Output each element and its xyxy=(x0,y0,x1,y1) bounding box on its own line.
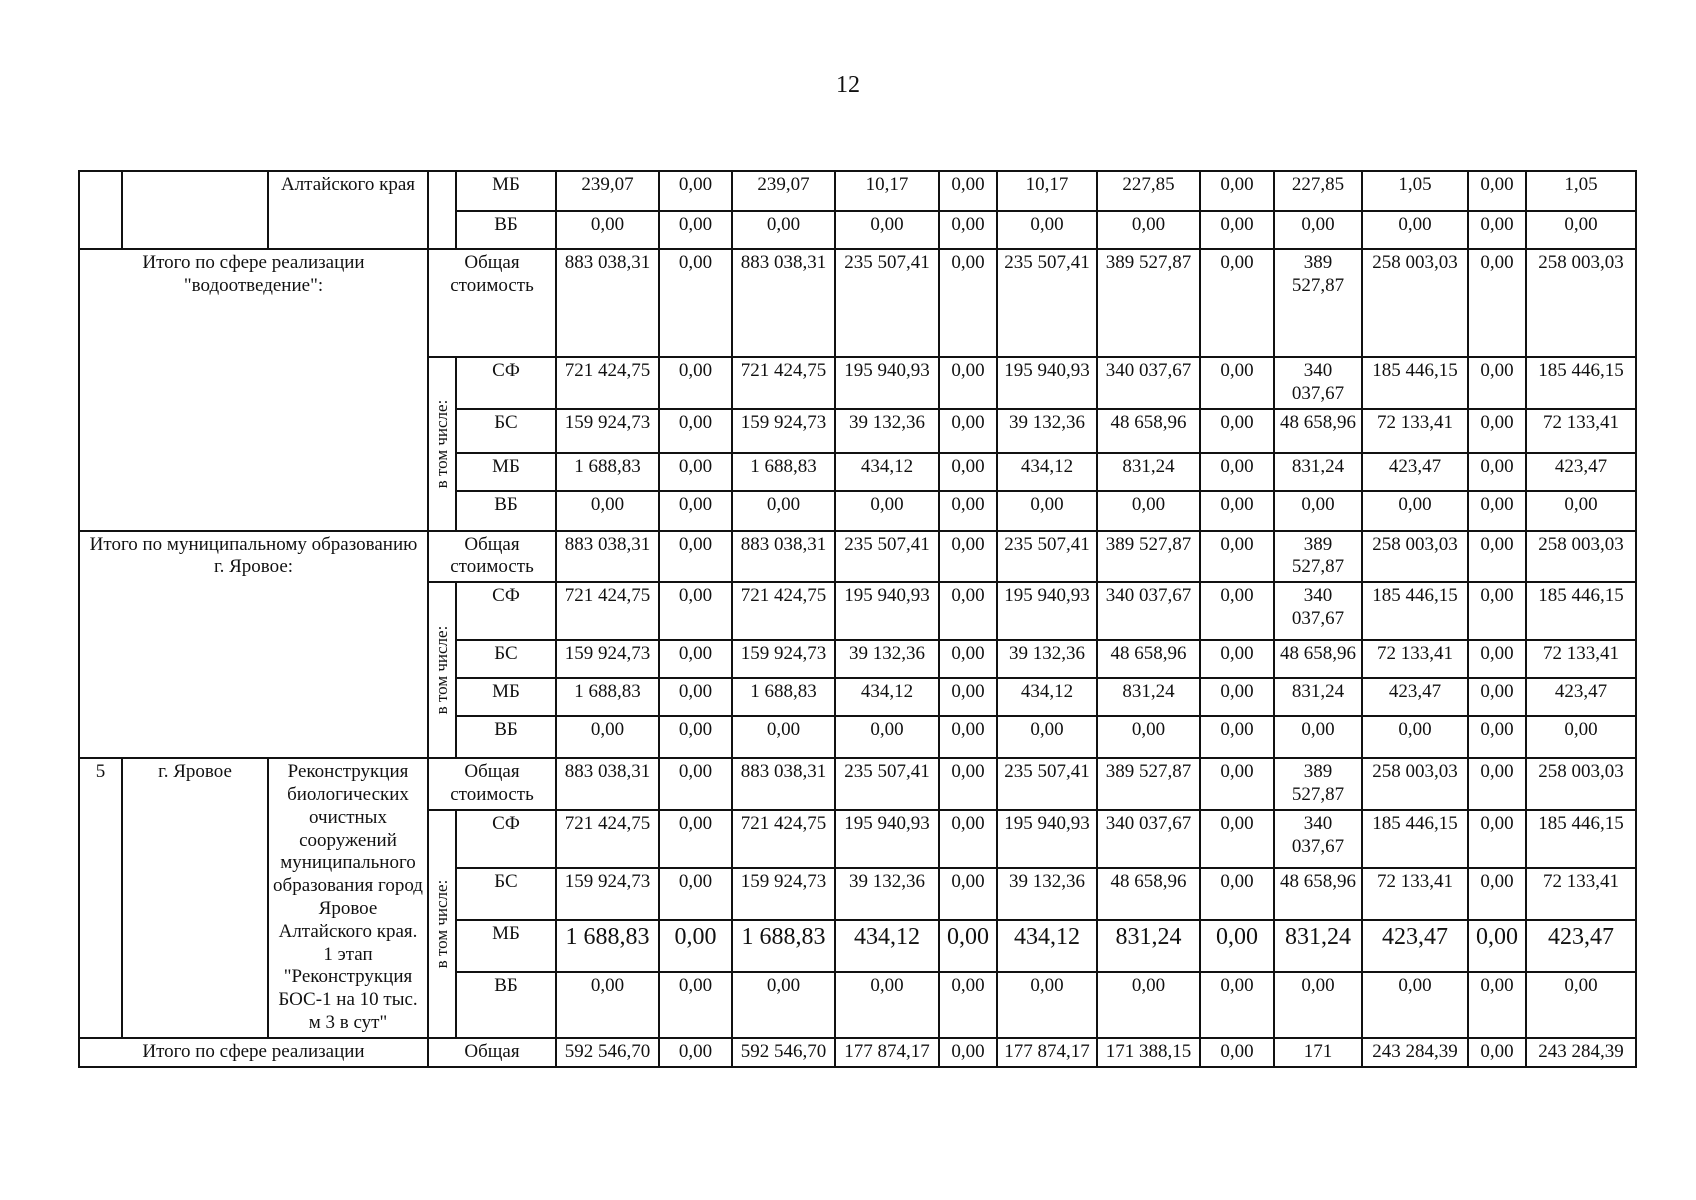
value-cell: 159 924,73 xyxy=(732,409,835,453)
value-cell: 0,00 xyxy=(939,640,997,678)
value-cell: 10,17 xyxy=(835,171,939,211)
value-cell: 434,12 xyxy=(997,678,1097,716)
value-cell: 0,00 xyxy=(659,758,732,810)
value-cell: 48 658,96 xyxy=(1097,640,1200,678)
value-cell: 0,00 xyxy=(1274,211,1362,249)
value-cell: 0,00 xyxy=(1097,716,1200,758)
value-cell: 0,00 xyxy=(556,716,659,758)
value-cell: 171 388,15 xyxy=(1097,1038,1200,1067)
value-cell: 0,00 xyxy=(1200,640,1274,678)
value-cell: 0,00 xyxy=(997,716,1097,758)
value-cell: 0,00 xyxy=(659,171,732,211)
value-cell: 0,00 xyxy=(732,491,835,531)
value-cell: 423,47 xyxy=(1362,453,1468,491)
value-cell: 0,00 xyxy=(1362,491,1468,531)
value-cell: 0,00 xyxy=(939,453,997,491)
source-label: Общая стоимость xyxy=(428,758,556,810)
value-cell: 48 658,96 xyxy=(1274,868,1362,920)
value-cell: 1 688,83 xyxy=(732,678,835,716)
value-cell: 48 658,96 xyxy=(1274,640,1362,678)
value-cell: 185 446,15 xyxy=(1362,357,1468,409)
value-cell: 227,85 xyxy=(1097,171,1200,211)
value-cell: 721 424,75 xyxy=(732,582,835,640)
value-cell: 0,00 xyxy=(1200,678,1274,716)
value-cell: 0,00 xyxy=(1468,716,1526,758)
value-cell: 0,00 xyxy=(1200,531,1274,583)
value-cell: 10,17 xyxy=(997,171,1097,211)
table-row xyxy=(79,1038,1636,1067)
value-cell: 235 507,41 xyxy=(835,249,939,357)
value-cell: 239,07 xyxy=(556,171,659,211)
value-cell: 0,00 xyxy=(1200,972,1274,1038)
value-cell: 831,24 xyxy=(1274,920,1362,972)
value-cell: 340 037,67 xyxy=(1097,582,1200,640)
value-cell: 883 038,31 xyxy=(732,249,835,357)
value-cell: 0,00 xyxy=(939,810,997,868)
value-cell: 0,00 xyxy=(939,678,997,716)
source-label: БС xyxy=(456,640,556,678)
value-cell: 1 688,83 xyxy=(556,453,659,491)
value-cell: 39 132,36 xyxy=(997,409,1097,453)
value-cell: 0,00 xyxy=(939,491,997,531)
desc-cell: Алтайского края xyxy=(268,171,428,249)
value-cell: 195 940,93 xyxy=(997,582,1097,640)
value-cell: 0,00 xyxy=(1200,211,1274,249)
value-cell: 39 132,36 xyxy=(835,868,939,920)
value-cell: 0,00 xyxy=(1200,171,1274,211)
value-cell: 235 507,41 xyxy=(997,758,1097,810)
value-cell: 0,00 xyxy=(939,211,997,249)
value-cell: 0,00 xyxy=(1200,453,1274,491)
value-cell: 177 874,17 xyxy=(997,1038,1097,1067)
value-cell: 0,00 xyxy=(1200,357,1274,409)
value-cell: 0,00 xyxy=(1468,409,1526,453)
value-cell: 243 284,39 xyxy=(1362,1038,1468,1067)
value-cell: 0,00 xyxy=(659,972,732,1038)
value-cell: 185 446,15 xyxy=(1526,357,1636,409)
value-cell: 0,00 xyxy=(732,211,835,249)
value-cell: 831,24 xyxy=(1097,453,1200,491)
value-cell: 0,00 xyxy=(1468,357,1526,409)
value-cell: 72 133,41 xyxy=(1362,409,1468,453)
value-cell: 883 038,31 xyxy=(556,249,659,357)
vtom-chisle-label: в том числе: xyxy=(431,399,451,489)
value-cell: 195 940,93 xyxy=(835,810,939,868)
value-cell: 434,12 xyxy=(835,453,939,491)
value-cell: 831,24 xyxy=(1097,920,1200,972)
summary-label: Итого по муниципальному образованию г. Яровое: xyxy=(79,531,428,759)
source-label: МБ xyxy=(456,920,556,972)
value-cell: 0,00 xyxy=(659,810,732,868)
desc-cell: Реконструкция биологических очистных сооружений муниципального образования город Яровое Алтайского края. 1 этап "Реконструкция БОС-1 на 10 тыс. м 3 в сут" xyxy=(268,758,428,1038)
value-cell: 258 003,03 xyxy=(1526,249,1636,357)
value-cell: 0,00 xyxy=(835,716,939,758)
value-cell: 159 924,73 xyxy=(732,868,835,920)
value-cell: 0,00 xyxy=(556,211,659,249)
source-label: СФ xyxy=(456,357,556,409)
source-label: ВБ xyxy=(456,211,556,249)
budget-table xyxy=(78,170,1637,1068)
value-cell: 0,00 xyxy=(1468,171,1526,211)
value-cell: 195 940,93 xyxy=(835,582,939,640)
table-row xyxy=(79,249,1636,357)
value-cell: 0,00 xyxy=(835,972,939,1038)
value-cell: 159 924,73 xyxy=(556,640,659,678)
value-cell: 72 133,41 xyxy=(1526,640,1636,678)
value-cell: 340 037,67 xyxy=(1274,582,1362,640)
value-cell: 0,00 xyxy=(997,211,1097,249)
value-cell: 0,00 xyxy=(732,716,835,758)
summary-label: Итого по сфере реализации xyxy=(79,1038,428,1067)
value-cell: 0,00 xyxy=(732,972,835,1038)
value-cell: 48 658,96 xyxy=(1097,409,1200,453)
value-cell: 0,00 xyxy=(659,357,732,409)
city-cell: г. Яровое xyxy=(122,758,268,1038)
table-row xyxy=(79,531,1636,583)
value-cell: 0,00 xyxy=(659,678,732,716)
value-cell: 0,00 xyxy=(1274,491,1362,531)
value-cell: 883 038,31 xyxy=(732,758,835,810)
value-cell: 0,00 xyxy=(1362,972,1468,1038)
value-cell: 721 424,75 xyxy=(732,357,835,409)
value-cell: 0,00 xyxy=(659,249,732,357)
value-cell: 0,00 xyxy=(1200,758,1274,810)
value-cell: 0,00 xyxy=(835,211,939,249)
value-cell: 0,00 xyxy=(1274,716,1362,758)
value-cell: 0,00 xyxy=(1200,1038,1274,1067)
value-cell: 389 527,87 xyxy=(1274,758,1362,810)
source-label: МБ xyxy=(456,453,556,491)
value-cell: 0,00 xyxy=(659,409,732,453)
value-cell: 831,24 xyxy=(1274,678,1362,716)
value-cell: 0,00 xyxy=(1468,531,1526,583)
value-cell: 721 424,75 xyxy=(556,810,659,868)
value-cell: 0,00 xyxy=(556,491,659,531)
value-cell: 0,00 xyxy=(1468,972,1526,1038)
value-cell: 0,00 xyxy=(1200,249,1274,357)
value-cell: 434,12 xyxy=(835,920,939,972)
value-cell: 0,00 xyxy=(1468,453,1526,491)
value-cell: 39 132,36 xyxy=(997,868,1097,920)
value-cell: 0,00 xyxy=(1200,409,1274,453)
value-cell: 423,47 xyxy=(1526,678,1636,716)
value-cell: 0,00 xyxy=(1468,211,1526,249)
value-cell: 0,00 xyxy=(939,716,997,758)
value-cell: 423,47 xyxy=(1362,678,1468,716)
value-cell: 0,00 xyxy=(1200,716,1274,758)
vtom-chisle-cell xyxy=(428,357,456,531)
value-cell: 195 940,93 xyxy=(997,810,1097,868)
value-cell: 423,47 xyxy=(1362,920,1468,972)
value-cell: 0,00 xyxy=(659,582,732,640)
spacer-cell xyxy=(428,171,456,249)
source-label: МБ xyxy=(456,678,556,716)
value-cell: 195 940,93 xyxy=(835,357,939,409)
value-cell: 0,00 xyxy=(939,357,997,409)
value-cell: 0,00 xyxy=(997,491,1097,531)
value-cell: 0,00 xyxy=(939,582,997,640)
value-cell: 0,00 xyxy=(659,531,732,583)
value-cell: 258 003,03 xyxy=(1526,531,1636,583)
value-cell: 185 446,15 xyxy=(1526,810,1636,868)
summary-label: Итого по сфере реализации "водоотведение": xyxy=(79,249,428,531)
value-cell: 423,47 xyxy=(1526,453,1636,491)
value-cell: 48 658,96 xyxy=(1097,868,1200,920)
value-cell: 0,00 xyxy=(659,640,732,678)
value-cell: 883 038,31 xyxy=(556,531,659,583)
source-label: ВБ xyxy=(456,491,556,531)
value-cell: 177 874,17 xyxy=(835,1038,939,1067)
value-cell: 0,00 xyxy=(659,211,732,249)
value-cell: 1 688,83 xyxy=(732,920,835,972)
vtom-chisle-cell xyxy=(428,810,456,1038)
value-cell: 235 507,41 xyxy=(835,531,939,583)
value-cell: 0,00 xyxy=(659,1038,732,1067)
value-cell: 258 003,03 xyxy=(1362,531,1468,583)
value-cell: 39 132,36 xyxy=(835,640,939,678)
value-cell: 0,00 xyxy=(1362,716,1468,758)
value-cell: 235 507,41 xyxy=(997,531,1097,583)
value-cell: 0,00 xyxy=(939,868,997,920)
num-cell: 5 xyxy=(79,758,122,1038)
value-cell: 0,00 xyxy=(1468,758,1526,810)
value-cell: 0,00 xyxy=(1097,972,1200,1038)
value-cell: 0,00 xyxy=(1526,491,1636,531)
value-cell: 0,00 xyxy=(1468,1038,1526,1067)
source-label: БС xyxy=(456,868,556,920)
value-cell: 0,00 xyxy=(1362,211,1468,249)
page-number: 12 xyxy=(836,72,860,98)
value-cell: 0,00 xyxy=(1200,920,1274,972)
value-cell: 883 038,31 xyxy=(556,758,659,810)
table-row xyxy=(79,171,1636,211)
value-cell: 0,00 xyxy=(939,1038,997,1067)
value-cell: 0,00 xyxy=(556,972,659,1038)
value-cell: 389 527,87 xyxy=(1097,758,1200,810)
value-cell: 39 132,36 xyxy=(997,640,1097,678)
source-label: ВБ xyxy=(456,972,556,1038)
value-cell: 0,00 xyxy=(939,531,997,583)
vtom-chisle-label: в том числе: xyxy=(431,879,451,969)
value-cell: 0,00 xyxy=(1468,491,1526,531)
value-cell: 340 037,67 xyxy=(1097,810,1200,868)
value-cell: 434,12 xyxy=(997,453,1097,491)
value-cell: 235 507,41 xyxy=(997,249,1097,357)
value-cell: 0,00 xyxy=(1097,211,1200,249)
value-cell: 831,24 xyxy=(1274,453,1362,491)
value-cell: 0,00 xyxy=(1200,868,1274,920)
city-cell xyxy=(122,171,268,249)
value-cell: 1 688,83 xyxy=(732,453,835,491)
value-cell: 389 527,87 xyxy=(1274,249,1362,357)
source-label: Общая стоимость xyxy=(428,531,556,583)
value-cell: 0,00 xyxy=(659,716,732,758)
value-cell: 185 446,15 xyxy=(1362,810,1468,868)
value-cell: 340 037,67 xyxy=(1274,357,1362,409)
source-label: СФ xyxy=(456,810,556,868)
value-cell: 0,00 xyxy=(1274,972,1362,1038)
value-cell: 592 546,70 xyxy=(732,1038,835,1067)
value-cell: 0,00 xyxy=(939,920,997,972)
value-cell: 227,85 xyxy=(1274,171,1362,211)
value-cell: 0,00 xyxy=(939,171,997,211)
value-cell: 0,00 xyxy=(1468,640,1526,678)
value-cell: 0,00 xyxy=(1468,249,1526,357)
value-cell: 0,00 xyxy=(659,920,732,972)
value-cell: 0,00 xyxy=(939,758,997,810)
value-cell: 258 003,03 xyxy=(1362,249,1468,357)
source-label: Общая xyxy=(428,1038,556,1067)
value-cell: 0,00 xyxy=(659,868,732,920)
value-cell: 0,00 xyxy=(1468,678,1526,716)
source-label: СФ xyxy=(456,582,556,640)
value-cell: 434,12 xyxy=(997,920,1097,972)
value-cell: 0,00 xyxy=(1200,582,1274,640)
value-cell: 1,05 xyxy=(1526,171,1636,211)
value-cell: 159 924,73 xyxy=(732,640,835,678)
value-cell: 1,05 xyxy=(1362,171,1468,211)
value-cell: 159 924,73 xyxy=(556,868,659,920)
value-cell: 0,00 xyxy=(1200,810,1274,868)
value-cell: 0,00 xyxy=(659,491,732,531)
value-cell: 0,00 xyxy=(939,249,997,357)
value-cell: 1 688,83 xyxy=(556,920,659,972)
value-cell: 72 133,41 xyxy=(1526,409,1636,453)
value-cell: 721 424,75 xyxy=(732,810,835,868)
value-cell: 0,00 xyxy=(1468,920,1526,972)
value-cell: 0,00 xyxy=(1526,972,1636,1038)
value-cell: 39 132,36 xyxy=(835,409,939,453)
value-cell: 185 446,15 xyxy=(1362,582,1468,640)
value-cell: 0,00 xyxy=(939,972,997,1038)
value-cell: 340 037,67 xyxy=(1274,810,1362,868)
value-cell: 243 284,39 xyxy=(1526,1038,1636,1067)
value-cell: 389 527,87 xyxy=(1097,249,1200,357)
vtom-chisle-label: в том числе: xyxy=(431,625,451,715)
value-cell: 72 133,41 xyxy=(1362,640,1468,678)
value-cell: 721 424,75 xyxy=(556,582,659,640)
vtom-chisle-cell xyxy=(428,582,456,758)
source-label: Общая стоимость xyxy=(428,249,556,357)
value-cell: 721 424,75 xyxy=(556,357,659,409)
value-cell: 258 003,03 xyxy=(1526,758,1636,810)
value-cell: 258 003,03 xyxy=(1362,758,1468,810)
value-cell: 831,24 xyxy=(1097,678,1200,716)
source-label: МБ xyxy=(456,171,556,211)
value-cell: 0,00 xyxy=(1468,868,1526,920)
value-cell: 0,00 xyxy=(1097,491,1200,531)
value-cell: 340 037,67 xyxy=(1097,357,1200,409)
value-cell: 389 527,87 xyxy=(1097,531,1200,583)
value-cell: 0,00 xyxy=(939,409,997,453)
value-cell: 0,00 xyxy=(1526,716,1636,758)
value-cell: 592 546,70 xyxy=(556,1038,659,1067)
value-cell: 434,12 xyxy=(835,678,939,716)
value-cell: 0,00 xyxy=(997,972,1097,1038)
value-cell: 235 507,41 xyxy=(835,758,939,810)
value-cell: 48 658,96 xyxy=(1274,409,1362,453)
value-cell: 171 xyxy=(1274,1038,1362,1067)
value-cell: 423,47 xyxy=(1526,920,1636,972)
table-row xyxy=(79,758,1636,810)
value-cell: 239,07 xyxy=(732,171,835,211)
num-cell xyxy=(79,171,122,249)
source-label: БС xyxy=(456,409,556,453)
value-cell: 185 446,15 xyxy=(1526,582,1636,640)
value-cell: 0,00 xyxy=(1468,810,1526,868)
value-cell: 0,00 xyxy=(659,453,732,491)
source-label: ВБ xyxy=(456,716,556,758)
value-cell: 0,00 xyxy=(1200,491,1274,531)
value-cell: 0,00 xyxy=(1526,211,1636,249)
value-cell: 389 527,87 xyxy=(1274,531,1362,583)
value-cell: 0,00 xyxy=(1468,582,1526,640)
value-cell: 159 924,73 xyxy=(556,409,659,453)
value-cell: 883 038,31 xyxy=(732,531,835,583)
value-cell: 1 688,83 xyxy=(556,678,659,716)
value-cell: 0,00 xyxy=(835,491,939,531)
value-cell: 195 940,93 xyxy=(997,357,1097,409)
value-cell: 72 133,41 xyxy=(1362,868,1468,920)
value-cell: 72 133,41 xyxy=(1526,868,1636,920)
